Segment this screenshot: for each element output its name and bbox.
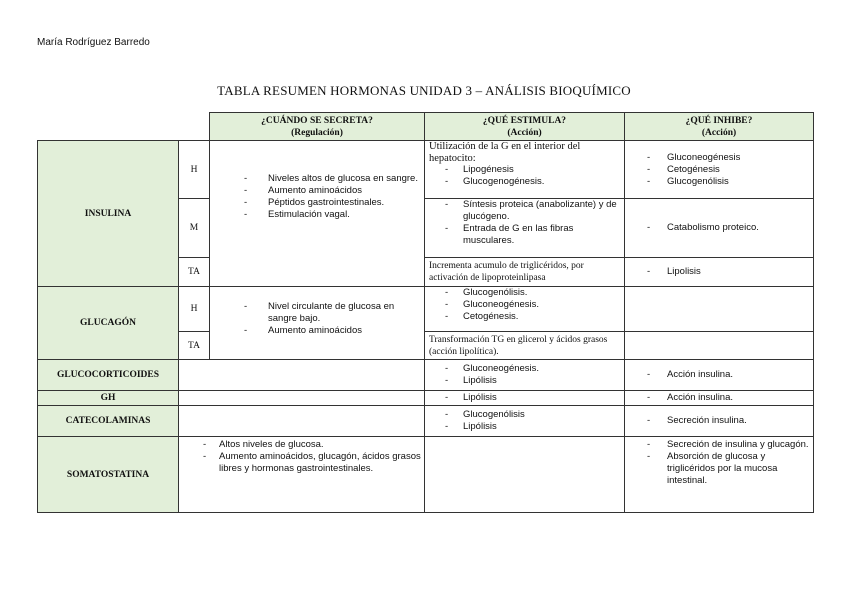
- list-item: - Glucogenólisis: [625, 176, 813, 188]
- hormone-insulina: INSULINA: [38, 141, 179, 287]
- list-item: - Aumento aminoácidos: [210, 325, 424, 337]
- document-title: TABLA RESUMEN HORMONAS UNIDAD 3 – ANÁLISIS BIOQUÍMICO: [217, 83, 631, 98]
- list-item: - Lipólisis: [425, 421, 624, 433]
- catecolaminas-estimula: [425, 406, 625, 437]
- hormone-somatostatina: SOMATOSTATINA: [38, 437, 179, 513]
- tissue-label: H: [179, 141, 210, 199]
- glucagon-inhibe-h: [625, 287, 814, 332]
- glucagon-row-h: [38, 287, 814, 332]
- list-item: - Secreción de insulina y glucagón.: [625, 439, 813, 451]
- list-item: - Lipogénesis: [425, 164, 624, 176]
- catecolaminas-secreta: [179, 406, 425, 437]
- list-item: - Cetogénesis: [625, 164, 813, 176]
- list-item: - Cetogénesis.: [425, 311, 624, 323]
- tissue-label: H: [179, 287, 210, 332]
- insulina-estimula-m: [425, 199, 625, 258]
- tissue-label: M: [179, 199, 210, 258]
- list-item: - Síntesis proteica (anabolizante) y de glucógeno.: [425, 199, 624, 223]
- list-item: - Glucogenólisis: [425, 409, 624, 421]
- somatostatina-estimula: [425, 437, 625, 513]
- gh-inhibe: [625, 391, 814, 406]
- list-item: - Aumento aminoácidos: [210, 185, 424, 197]
- glucagon-estimula-h: [425, 287, 625, 332]
- somatostatina-row: [38, 437, 814, 513]
- gh-row: [38, 391, 814, 406]
- list-item: - Entrada de G en las fibras musculares.: [425, 223, 624, 247]
- list-item: - Altos niveles de glucosa.: [179, 439, 424, 451]
- list-item: - Gluconeogénesis: [625, 152, 813, 164]
- list-item: - Glucogenólisis.: [425, 287, 624, 299]
- insulina-inhibe-ta: [625, 258, 814, 287]
- insulina-estimula-h: [425, 141, 625, 199]
- list-item: - Glucogenogénesis.: [425, 176, 624, 188]
- tissue-label: TA: [179, 258, 210, 287]
- insulina-estimula-ta: Incrementa acumulo de triglicéridos, por activación de lipoproteinlipasa: [425, 258, 625, 287]
- gh-secreta: [179, 391, 425, 406]
- glucocorticoides-secreta: [179, 360, 425, 391]
- glucocorticoides-row: [38, 360, 814, 391]
- glucagon-secreta: [210, 287, 425, 360]
- list-item: - Aumento aminoácidos, glucagón, ácidos grasos libres y hormonas gastrointestinales.: [179, 451, 424, 475]
- glucagon-estimula-ta: Transformación TG en glicerol y ácidos grasos (acción lipolítica).: [425, 332, 625, 360]
- author-name: María Rodríguez Barredo: [37, 37, 150, 48]
- list-item: - Acción insulina.: [625, 392, 813, 404]
- hormone-catecolaminas: CATECOLAMINAS: [38, 406, 179, 437]
- list-item: - Estimulación vagal.: [210, 209, 424, 221]
- list-item: - Gluconeogénesis.: [425, 363, 624, 375]
- hormone-glucagon: GLUCAGÓN: [38, 287, 179, 360]
- glucocorticoides-inhibe: [625, 360, 814, 391]
- list-item: - Catabolismo proteico.: [625, 222, 813, 234]
- list-item: - Lipólisis: [425, 375, 624, 387]
- header-estimula: ¿QUÉ ESTIMULA? (Acción): [425, 113, 625, 141]
- tissue-label: TA: [179, 332, 210, 360]
- list-item: - Secreción insulina.: [625, 415, 813, 427]
- header-inhibe: ¿QUÉ INHIBE? (Acción): [625, 113, 814, 141]
- gh-estimula: [425, 391, 625, 406]
- hormone-glucocorticoides: GLUCOCORTICOIDES: [38, 360, 179, 391]
- catecolaminas-inhibe: [625, 406, 814, 437]
- insulina-row-h: [38, 141, 814, 199]
- list-intro: Utilización de la G en el interior del hepatocito:: [429, 141, 581, 164]
- hormone-gh: GH: [38, 391, 179, 406]
- insulina-inhibe-h: [625, 141, 814, 199]
- list-item: - Niveles altos de glucosa en sangre.: [210, 173, 424, 185]
- glucagon-inhibe-ta: [625, 332, 814, 360]
- glucocorticoides-estimula: [425, 360, 625, 391]
- insulina-secreta: [210, 141, 425, 287]
- list-item: - Lipólisis: [425, 392, 624, 404]
- list-item: - Acción insulina.: [625, 369, 813, 381]
- header-row: [38, 113, 814, 141]
- somatostatina-inhibe: [625, 437, 814, 513]
- list-item: - Absorción de glucosa y triglicéridos por la mucosa intestinal.: [625, 451, 813, 487]
- catecolaminas-row: [38, 406, 814, 437]
- list-item: - Gluconeogénesis.: [425, 299, 624, 311]
- list-item: - Nivel circulante de glucosa en sangre bajo.: [210, 301, 424, 325]
- list-item: - Lipolisis: [625, 266, 813, 278]
- list-item: - Péptidos gastrointestinales.: [210, 197, 424, 209]
- insulina-inhibe-m: [625, 199, 814, 258]
- somatostatina-secreta: [179, 437, 425, 513]
- hormones-summary-table: [37, 112, 814, 513]
- header-secreta: ¿CUÁNDO SE SECRETA? (Regulación): [210, 113, 425, 141]
